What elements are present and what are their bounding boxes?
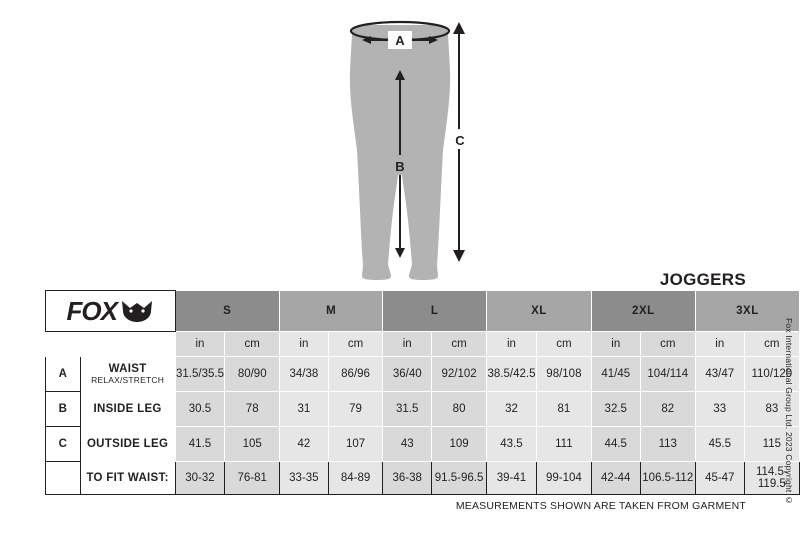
cell-c-3xl-cm: 115	[744, 427, 799, 462]
table-row	[46, 392, 800, 427]
unit-m-in: in	[279, 332, 328, 357]
size-header-3xl: 3XL	[695, 291, 799, 332]
row-letter-b: B	[46, 392, 81, 427]
measurement-footnote: MEASUREMENTS SHOWN ARE TAKEN FROM GARMENT	[455, 500, 746, 512]
cell-b-l-in: 31.5	[383, 392, 432, 427]
cell-a-xl-cm: 98/108	[536, 357, 591, 392]
row-label-outside-leg-main: OUTSIDE LEG	[86, 438, 169, 450]
table-header-row	[46, 291, 800, 332]
cell-a-s-cm: 80/90	[225, 357, 280, 392]
fit-s-in: 30-32	[175, 462, 225, 495]
cell-b-m-cm: 79	[328, 392, 383, 427]
cell-c-l-in: 43	[383, 427, 432, 462]
cell-a-s-in: 31.5/35.5	[175, 357, 225, 392]
fit-2xl-in: 42-44	[591, 462, 640, 495]
cell-a-l-in: 36/40	[383, 357, 432, 392]
fit-waist-row	[46, 462, 800, 495]
cell-a-l-cm: 92/102	[432, 357, 487, 392]
cell-a-3xl-cm: 110/120	[744, 357, 799, 392]
size-chart-table	[45, 290, 800, 495]
cell-a-m-cm: 86/96	[328, 357, 383, 392]
cell-c-3xl-in: 45.5	[695, 427, 744, 462]
cell-a-xl-in: 38.5/42.5	[487, 357, 537, 392]
row-label-waist-sub: RELAX/STRETCH	[91, 375, 165, 385]
fit-l-cm: 91.5-96.5	[432, 462, 487, 495]
cell-c-2xl-in: 44.5	[591, 427, 640, 462]
fox-head-icon	[120, 298, 154, 324]
unit-m-cm: cm	[328, 332, 383, 357]
row-label-inside-leg-main: INSIDE LEG	[93, 403, 162, 415]
unit-l-cm: cm	[432, 332, 487, 357]
cell-b-3xl-in: 33	[695, 392, 744, 427]
unit-3xl-in: in	[695, 332, 744, 357]
unit-3xl-cm: cm	[744, 332, 799, 357]
table-row	[46, 427, 800, 462]
fit-xl-cm: 99-104	[536, 462, 591, 495]
fit-m-in: 33-35	[279, 462, 328, 495]
fit-3xl-in: 45-47	[695, 462, 744, 495]
outside-leg-arrow-group	[449, 22, 471, 262]
unit-s-in: in	[175, 332, 225, 357]
unit-xl-in: in	[487, 332, 537, 357]
cell-b-2xl-in: 32.5	[591, 392, 640, 427]
row-letter-c: C	[46, 427, 81, 462]
cell-b-2xl-cm: 82	[640, 392, 695, 427]
cell-b-3xl-cm: 83	[744, 392, 799, 427]
cell-b-m-in: 31	[279, 392, 328, 427]
fit-letter-blank	[46, 462, 81, 495]
cell-c-m-cm: 107	[328, 427, 383, 462]
row-letter-a: A	[46, 357, 81, 392]
cell-a-2xl-in: 41/45	[591, 357, 640, 392]
cell-c-m-in: 42	[279, 427, 328, 462]
cell-b-s-in: 30.5	[175, 392, 225, 427]
label-a: A	[395, 33, 405, 48]
cell-b-xl-cm: 81	[536, 392, 591, 427]
unit-2xl-in: in	[591, 332, 640, 357]
unit-xl-cm: cm	[536, 332, 591, 357]
cell-c-s-cm: 105	[225, 427, 280, 462]
table-row	[46, 357, 800, 392]
brand-logo-cell	[46, 291, 176, 332]
unit-l-in: in	[383, 332, 432, 357]
cell-c-s-in: 41.5	[175, 427, 225, 462]
fit-waist-label: TO FIT WAIST:	[80, 462, 175, 495]
cell-a-m-in: 34/38	[279, 357, 328, 392]
cell-c-xl-cm: 111	[536, 427, 591, 462]
brand-wordmark: FOX	[66, 295, 117, 326]
fit-3xl-cm: 114.5-119.5	[744, 462, 799, 495]
label-c: C	[455, 133, 465, 148]
size-header-2xl: 2XL	[591, 291, 695, 332]
size-header-l: L	[383, 291, 487, 332]
page-title: JOGGERS	[659, 270, 746, 289]
cell-a-3xl-in: 43/47	[695, 357, 744, 392]
cell-c-xl-in: 43.5	[487, 427, 537, 462]
label-b: B	[395, 159, 405, 174]
size-header-s: S	[175, 291, 279, 332]
cell-b-xl-in: 32	[487, 392, 537, 427]
fit-2xl-cm: 106.5-112	[640, 462, 695, 495]
fit-xl-in: 39-41	[487, 462, 537, 495]
unit-2xl-cm: cm	[640, 332, 695, 357]
fit-l-in: 36-38	[383, 462, 432, 495]
row-label-waist	[80, 357, 175, 392]
unit-s-cm: cm	[225, 332, 280, 357]
cell-a-2xl-cm: 104/114	[640, 357, 695, 392]
size-header-xl: XL	[487, 291, 592, 332]
cell-b-l-cm: 80	[432, 392, 487, 427]
table-units-row	[46, 332, 800, 357]
cell-c-l-cm: 109	[432, 427, 487, 462]
row-label-outside-leg	[80, 427, 175, 462]
fit-s-cm: 76-81	[225, 462, 280, 495]
cell-b-s-cm: 78	[225, 392, 280, 427]
row-label-inside-leg	[80, 392, 175, 427]
row-label-waist-main: WAIST	[108, 363, 147, 375]
copyright-text: Fox International Group Ltd. 2023 Copyright ©	[784, 318, 794, 506]
fit-m-cm: 84-89	[328, 462, 383, 495]
size-header-m: M	[279, 291, 382, 332]
units-blank	[46, 332, 176, 357]
cell-c-2xl-cm: 113	[640, 427, 695, 462]
